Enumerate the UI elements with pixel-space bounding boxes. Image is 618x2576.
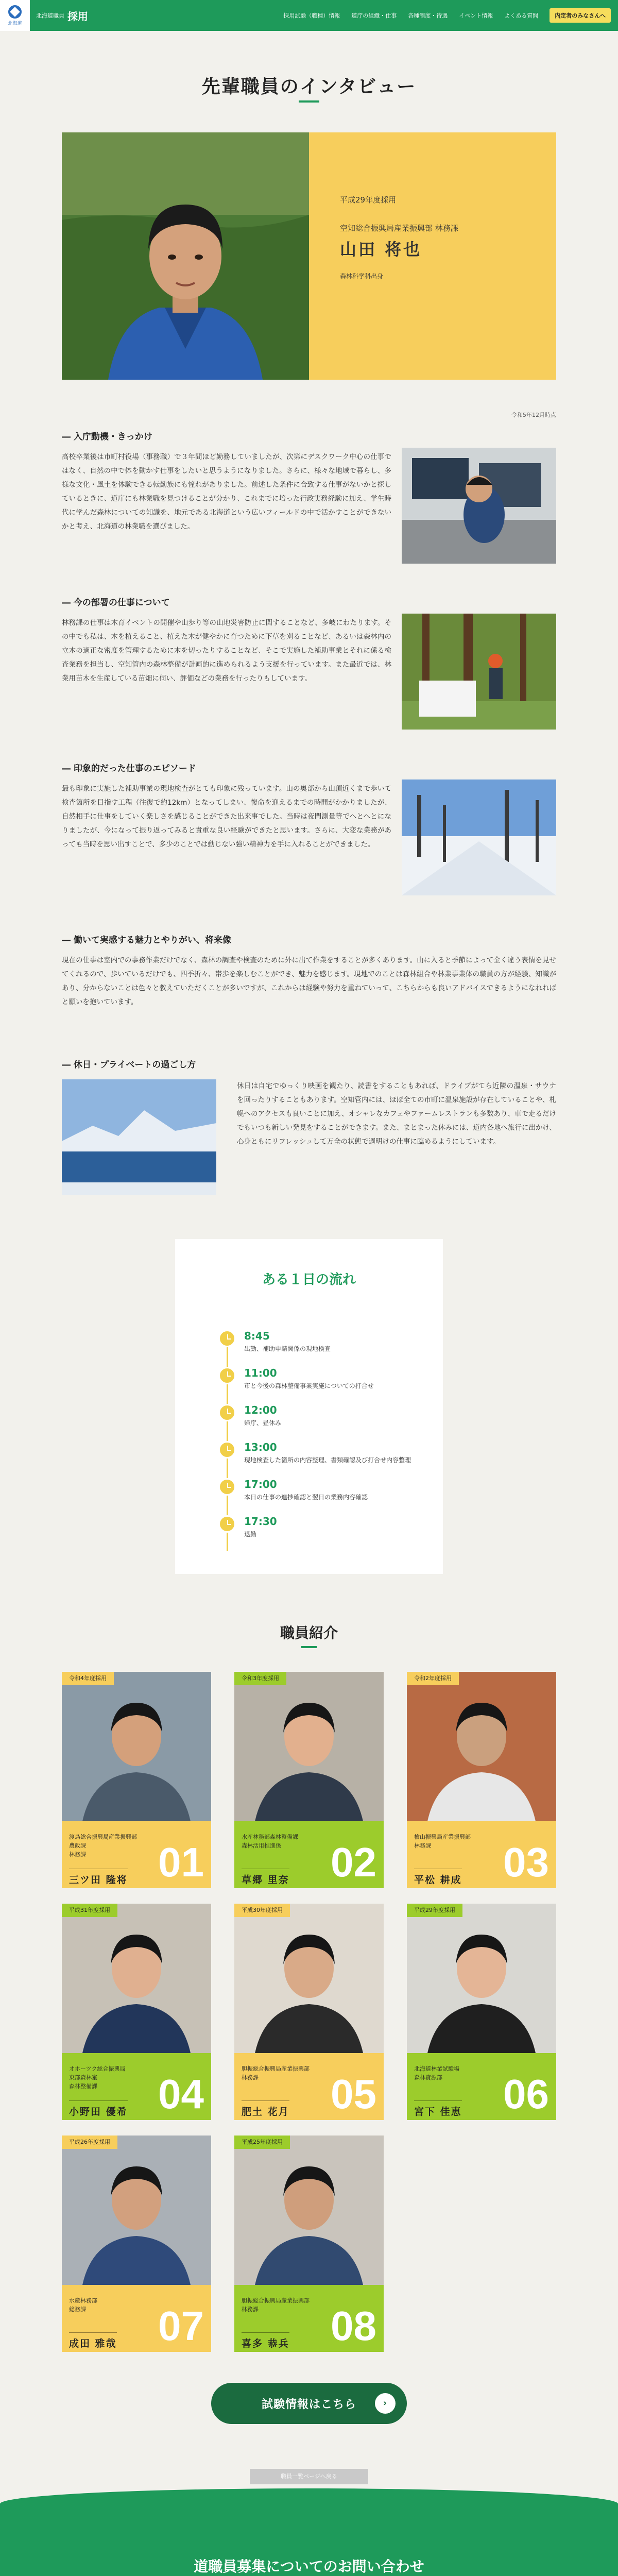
- staff-dept: 水産林務部 総務課: [69, 2297, 97, 2313]
- pref-seal-icon: [8, 5, 22, 19]
- office-work-photo: [402, 448, 556, 564]
- hero-profile: [62, 132, 556, 380]
- schedule-time: 11:00: [244, 1367, 277, 1379]
- interview-date: 令和5年12月時点: [511, 412, 556, 418]
- section-body: 現在の仕事は室内での事務作業だけでなく、森林の調査や検査のために外に出て作業をすることが多くあります。山に入ると季節によって全く違う表情を見せてくれるので、歩いているだけでも、四季折々、帯歩を楽しむことができ、魅力を感じます。現地でのことは森林組合や林業事業体の職員の方が経験、知識があり、分からないことは色々と教えていただくことが多いですが、これからは経験や努力を重ねていって、こちらからも良いアドバイスできるようになれればと願いを抱いています。: [62, 956, 556, 1006]
- staff-card[interactable]: [407, 1904, 556, 2120]
- staff-dept: オホーツク総合振興局 東部森林室 森林整備課: [69, 2065, 126, 2090]
- hero-year: 平成29年度採用: [340, 195, 397, 205]
- staff-info: [234, 1821, 384, 1888]
- section-holiday: [62, 1057, 556, 1191]
- title-underline: [301, 1646, 317, 1648]
- exam-info-button[interactable]: [211, 2383, 407, 2424]
- hero-school: 森林科学科出身: [340, 273, 384, 280]
- staff-name: 宮下 佳恵: [414, 2100, 462, 2118]
- site-title[interactable]: [36, 8, 88, 23]
- clock-icon: [218, 1478, 236, 1496]
- staff-dept: 渡島総合振興局産業振興部 農政課 林務課: [69, 1834, 137, 1858]
- arrow-right-icon: ›: [375, 2393, 396, 2414]
- staff-name: 肥土 花月: [242, 2100, 289, 2118]
- staff-number: 05: [331, 2071, 376, 2117]
- schedule-time: 8:45: [244, 1330, 270, 1342]
- staff-info: [407, 2053, 556, 2120]
- staff-section-title: 職員紹介: [280, 1624, 338, 1641]
- staff-name: 平松 耕成: [414, 1869, 462, 1886]
- staff-name: 小野田 優希: [69, 2100, 128, 2118]
- section-body: 最も印象に実施した補助事業の現地検査がとても印象に残っています。山の奥部から山頂近くまで歩いて検査箇所を目指す工程（往復で約12km）となってしまい、復命を迎えるまでの時間がかかりましたが、自然相手に仕事をしていく楽しさを感じることができた出来事でした。当時は夜間測量等でへとへとになりましたが、今になって振り返ってみると貴重な良い経験ができたと思います。さらに、大変な業務があっても当時を思い出すことで、多少のことでは動じない強い精神力を手に入れることができました。: [62, 785, 391, 849]
- staff-photo: [234, 1904, 384, 2053]
- staff-number: 06: [503, 2071, 549, 2117]
- staff-number: 02: [331, 1839, 376, 1885]
- snow-forest-photo: [402, 779, 556, 895]
- staff-number: 07: [158, 2303, 204, 2349]
- staff-name: 成田 雅哉: [69, 2332, 117, 2350]
- staff-number: 08: [331, 2303, 376, 2349]
- schedule-time: 17:00: [244, 1478, 277, 1490]
- schedule-desc: 本日の仕事の進捗確認と翌日の業務内容確認: [244, 1494, 368, 1501]
- clock-icon: [218, 1404, 236, 1421]
- nav-offer-button[interactable]: 内定者のみなさんへ: [550, 8, 611, 23]
- hero-name: 山田 将也: [340, 240, 422, 259]
- site-header: [0, 0, 618, 31]
- schedule-time: 12:00: [244, 1404, 277, 1416]
- nav-benefits[interactable]: 各種制度・待遇: [408, 12, 448, 19]
- schedule-desc: 現地検査した箇所の内容整理、書類確認及び打合せ内容整理: [244, 1456, 411, 1464]
- site-footer: [0, 2504, 618, 2576]
- staff-card[interactable]: [62, 1672, 211, 1888]
- staff-year: 平成26年度採用: [62, 2136, 117, 2149]
- staff-dept: 胆振総合振興局産業振興部 林務課: [242, 2297, 310, 2313]
- staff-photo: [62, 1672, 211, 1821]
- staff-info: [234, 2053, 384, 2120]
- section-title: ― 今の部署の仕事について: [62, 595, 556, 608]
- staff-year: 平成31年度採用: [62, 1904, 117, 1917]
- staff-year: 令和4年度採用: [62, 1672, 114, 1685]
- staff-card[interactable]: [407, 1672, 556, 1888]
- staff-name: 草郷 里奈: [242, 1869, 289, 1886]
- schedule-time: 13:00: [244, 1441, 277, 1453]
- logo-pref-label: 北海道: [8, 21, 22, 26]
- staff-year: 平成29年度採用: [407, 1904, 462, 1917]
- section-current-work: [62, 595, 556, 734]
- schedule-time: 17:30: [244, 1515, 277, 1528]
- page-title: 先輩職員のインタビュー: [201, 76, 417, 97]
- section-body: 林務課の仕事は木育イベントの開催や山歩り等の山地災害防止に関することなど、多岐にわたります。その中でも私は、木を植えること、植えた木が健やかに育つために下草を刈ることなど、あるいは森林内の立木の適正な密度を管理するために木を切ったりすることなど、そこで実施した補助事業とそれに係る検査業務を担当し、空知管内の森林整備が計画的に進められるよう支援を行っています。また最近では、林業用苗木を生産している苗畑に伺い、評価などの業務を行ったりもしています。: [62, 619, 391, 683]
- staff-card[interactable]: [234, 1672, 384, 1888]
- footer-title: 道職員募集についてのお問い合わせ: [194, 2558, 424, 2575]
- title-underline: [299, 100, 319, 103]
- staff-year: 平成30年度採用: [234, 1904, 290, 1917]
- staff-info: [62, 2285, 211, 2352]
- staff-dept: 檜山振興局産業振興部 林務課: [414, 1834, 471, 1849]
- section-body: 高校卒業後は市町村役場（事務職）で３年間ほど勤務していましたが、次第にデスクワーク中心の仕事ではなく、自然の中で体を動かす仕事をしたいと思うようになりました。さらに、様々な地域で暮らし、多様な文化・風土を体験できる転勤族にも憧れがありました。前述した条件に合致する仕事がないかと探しているときに、道庁にも林業職を見つけることが分かり、これまでに培った行政実務経験に加え、学生時代に学んだ森林についての知識を、地元である北海道という広いフィールドの中で活かすことができないかと考え、北海道の林業職を選びました。: [62, 453, 391, 531]
- nav-organization[interactable]: 道庁の組織・仕事: [351, 12, 397, 19]
- hero-photo: [62, 132, 309, 380]
- section-title: ― 休日・プライベートの過ごし方: [62, 1057, 556, 1070]
- staff-card[interactable]: [234, 2136, 384, 2352]
- clock-icon: [218, 1441, 236, 1459]
- clock-icon: [218, 1330, 236, 1347]
- staff-photo: [234, 1672, 384, 1821]
- forest-survey-photo: [402, 614, 556, 730]
- staff-photo: [407, 1904, 556, 2053]
- schedule-desc: 出勤、補助申請関係の現地検査: [244, 1345, 331, 1352]
- staff-number: 03: [503, 1839, 549, 1885]
- schedule-title: ある１日の流れ: [262, 1272, 356, 1287]
- staff-photo: [234, 2136, 384, 2285]
- section-body: 休日は自宅でゆっくり映画を観たり、読書をすることもあれば、ドライブがてら近隣の温泉・サウナを回ったりすることもあります。空知管内には、ほぼ全ての市町に温泉施設が存在していることや、札幌へのアクセスも良いことに加え、オシャレなカフェやファームレストランも多数あり、車で走るだけでもいつも新しい発見をすることができます。また、まとまった休みには、道内各地へ旅行に出かけ、心身ともにリフレッシュして万全の状態で週明けの仕事に臨めるようにしています。: [237, 1082, 556, 1146]
- main-nav: [283, 8, 618, 23]
- section-motivation: [62, 429, 556, 568]
- staff-info: [62, 2053, 211, 2120]
- staff-photo: [62, 2136, 211, 2285]
- hero-info: [309, 132, 556, 380]
- staff-year: 平成25年度採用: [234, 2136, 290, 2149]
- back-to-list-button[interactable]: 職員一覧ページへ戻る: [250, 2469, 368, 2484]
- section-title: ― 印象的だった仕事のエピソード: [62, 761, 556, 774]
- daily-schedule: [175, 1239, 443, 1574]
- staff-info: [407, 1821, 556, 1888]
- staff-number: 04: [158, 2071, 204, 2117]
- schedule-desc: 退勤: [244, 1531, 257, 1538]
- staff-name: 喜多 恭兵: [242, 2332, 289, 2350]
- hero-dept: 空知総合振興局産業振興部 林務課: [340, 224, 458, 233]
- lake-photo: [62, 1079, 216, 1195]
- staff-photo: [407, 1672, 556, 1821]
- hokkaido-logo[interactable]: [0, 0, 30, 31]
- staff-year: 令和2年度採用: [407, 1672, 459, 1685]
- staff-year: 令和3年度採用: [234, 1672, 286, 1685]
- nav-events[interactable]: イベント情報: [459, 12, 493, 19]
- staff-name: 三ツ田 隆将: [69, 1869, 128, 1886]
- staff-card[interactable]: [62, 1904, 211, 2120]
- clock-icon: [218, 1367, 236, 1384]
- staff-card[interactable]: [62, 2136, 211, 2352]
- nav-exam-info[interactable]: 採用試験（職種）情報: [283, 12, 340, 19]
- staff-number: 01: [158, 1839, 204, 1885]
- section-appeal: [62, 933, 556, 1015]
- schedule-desc: 市と今後の森林整備事業実施についての打合せ: [244, 1382, 374, 1389]
- site-title-big: 採用: [67, 10, 88, 23]
- staff-dept: 胆振総合振興局産業振興部 林務課: [242, 2065, 310, 2081]
- staff-info: [234, 2285, 384, 2352]
- section-title: ― 働いて実感する魅力とやりがい、将来像: [62, 933, 556, 945]
- staff-info: [62, 1821, 211, 1888]
- clock-icon: [218, 1515, 236, 1533]
- section-episode: [62, 761, 556, 900]
- exam-info-label: 試験情報はこちら: [261, 2398, 356, 2411]
- staff-photo: [62, 1904, 211, 2053]
- staff-card[interactable]: [234, 1904, 384, 2120]
- schedule-desc: 帰庁、昼休み: [244, 1419, 282, 1427]
- nav-faq[interactable]: よくある質問: [504, 12, 539, 19]
- section-title: ― 入庁動機・きっかけ: [62, 429, 556, 442]
- footer-wave: [0, 2488, 618, 2519]
- site-title-small: 北海道職員: [36, 12, 64, 19]
- staff-dept: 水産林務部森林整備課 森林活用推進係: [242, 1834, 298, 1849]
- staff-dept: 北海道林業試験場 森林資源部: [414, 2065, 459, 2081]
